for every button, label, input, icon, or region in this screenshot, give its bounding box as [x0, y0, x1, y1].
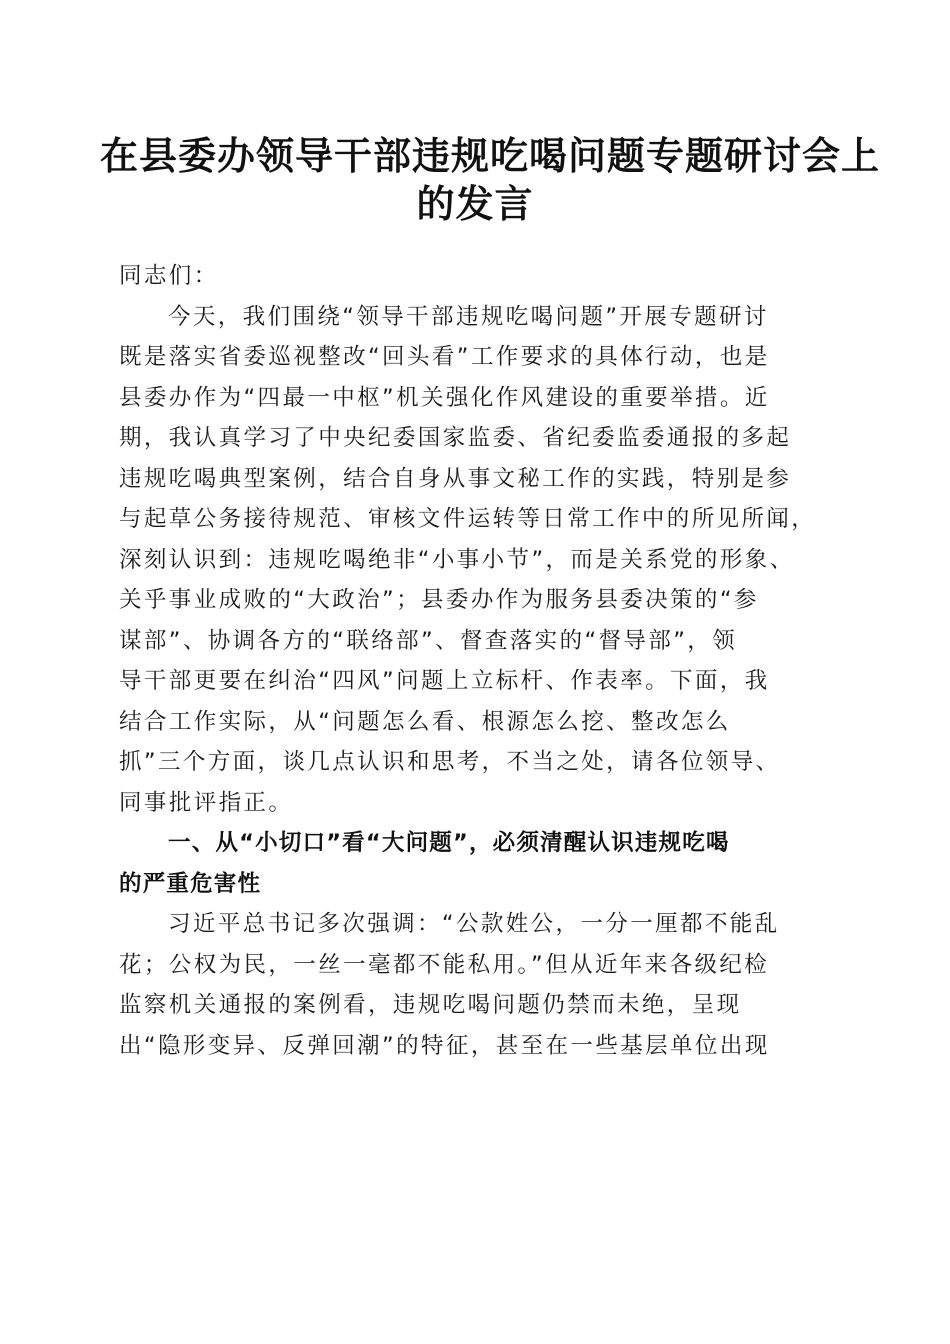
paragraph-line: 抓”三个方面，谈几点认识和思考，不当之处，请各位领导、 [119, 749, 781, 775]
paragraph-line: 县委办作为“四最一中枢”机关强化作风建设的重要举措。近 [119, 384, 770, 411]
paragraph-line: 违规吃喝典型案例，结合自身从事文秘工作的实践，特别是参 [119, 465, 792, 492]
paragraph-line: 习近平总书记多次强调：“公款姓公，一分一厘都不能乱 [168, 911, 780, 937]
title-line-1: 在县委办领导干部违规吃喝问题专题研讨会上 [100, 133, 881, 178]
title-line-2: 的发言 [416, 181, 534, 226]
heading-line: 的严重危害性 [119, 870, 262, 897]
heading-line: 一、从“小切口”看“大问题”，必须清醒认识违规吃喝 [168, 830, 730, 856]
paragraph-1 [119, 297, 827, 824]
paragraph-line: 导干部更要在纠治“四风”问题上立标杆、作表率。下面，我 [119, 668, 770, 694]
paragraph-2 [119, 904, 827, 1066]
paragraph-line: 今天，我们围绕“领导干部违规吃喝问题”开展专题研讨 [168, 303, 769, 330]
paragraph-line: 谋部”、协调各方的“联络部”、督查落实的“督导部”，领 [119, 627, 738, 654]
paragraph-line: 关乎事业成败的“大政治”；县委办作为服务县委决策的“参 [119, 587, 759, 613]
paragraph-line: 花；公权为民，一丝一毫都不能私用。”但从近年来各级纪检 [119, 951, 770, 978]
document-body [119, 252, 827, 1066]
paragraph-line: 监察机关通报的案例看，违规吃喝问题仍禁而未绝，呈现 [119, 992, 742, 1018]
paragraph-line: 期，我认真学习了中央纪委国家监委、省纪委监委通报的多起 [119, 425, 792, 451]
document-title [100, 132, 881, 228]
paragraph-line: 出“隐形变异、反弹回潮”的特征，甚至在一些基层单位出现 [119, 1032, 770, 1059]
paragraph-line: 同事批评指正。 [119, 789, 294, 816]
paragraph-line: 结合工作实际，从“问题怎么看、根源怎么挖、整改怎么 [119, 708, 731, 735]
paragraph-line: 与起草公务接待规范、审核文件运转等日常工作中的所见所闻， [119, 506, 817, 532]
section-heading-1 [119, 823, 827, 904]
paragraph-line: 深刻认识到：违规吃喝绝非“小事小节”，而是关系党的形象、 [119, 546, 795, 573]
paragraph-line: 既是落实省委巡视整改“回头看”工作要求的具体行动，也是 [119, 344, 770, 370]
salutation: 同志们： [119, 263, 219, 289]
